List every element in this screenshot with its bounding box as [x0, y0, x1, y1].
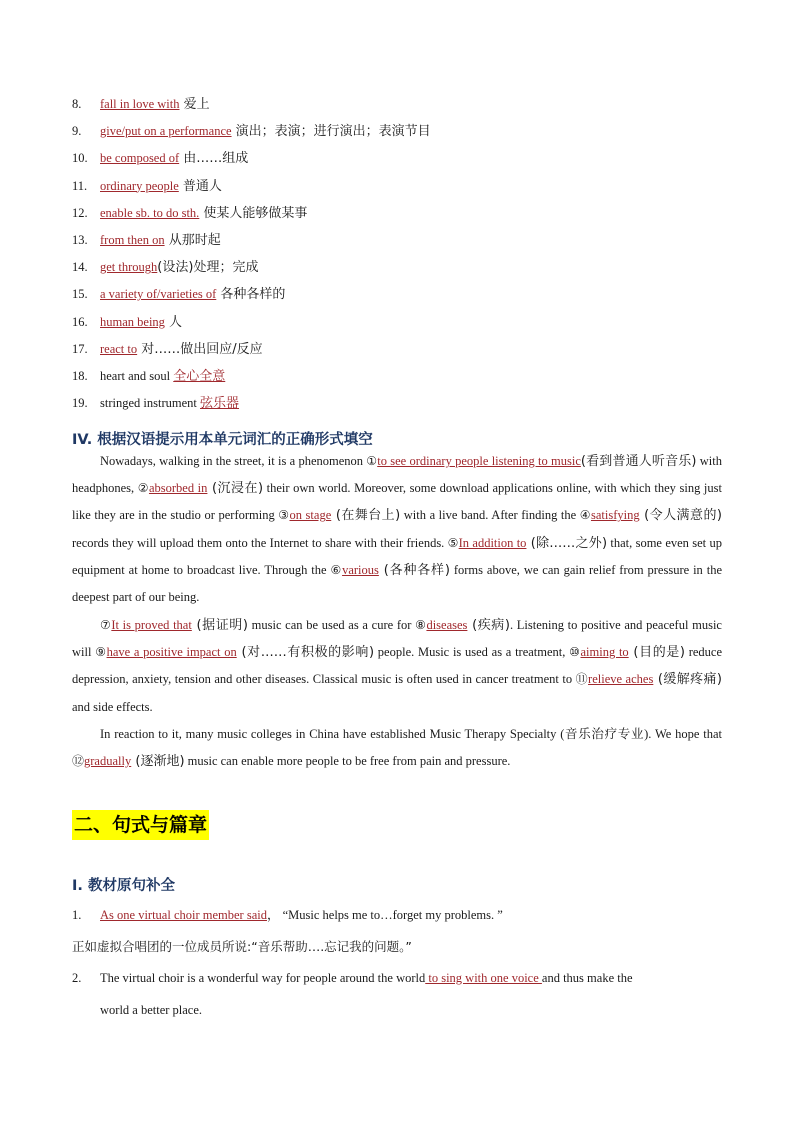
- answer-blank[interactable]: aiming to: [580, 645, 629, 660]
- paragraph-3: In reaction to it, many music colleges in China have established Music Therapy Specialty (音乐治疗专业). We hope that ⑫gradually (逐渐地) music can enable more people to be free from pain and pressure.: [72, 727, 722, 770]
- blank-number: ⑪: [575, 672, 589, 687]
- blank-number: ①: [366, 454, 378, 468]
- sub-heading: I. 教材原句补全: [72, 878, 175, 894]
- blank-number: ③: [278, 508, 290, 523]
- vocab-item: [72, 178, 222, 195]
- answer-blank[interactable]: enable sb. to do sth.: [100, 205, 200, 220]
- answer-blank[interactable]: to see ordinary people listening to music: [377, 454, 581, 468]
- answer-blank[interactable]: various: [342, 562, 379, 577]
- blank-number: ⑫: [72, 754, 85, 769]
- item-number: 10.: [72, 151, 88, 166]
- blank-number: ⑨: [95, 645, 107, 660]
- answer-blank[interactable]: get through: [100, 260, 158, 275]
- answer-blank[interactable]: 全心全意: [173, 369, 226, 384]
- item-number: 13.: [72, 233, 88, 247]
- vocab-item: [72, 205, 307, 222]
- blank-number: ⑦: [100, 618, 112, 632]
- item-number: 12.: [72, 205, 88, 220]
- sentence-2-continued: world a better place.: [100, 1003, 203, 1017]
- sentence-1-translation: 正如虚拟合唱团的一位成员所说:“音乐帮助….忘记我的问题。”: [72, 939, 412, 954]
- item-number: 15.: [72, 287, 88, 302]
- item-prompt: stringed instrument: [100, 396, 197, 411]
- item-meaning: 从那时起: [164, 233, 221, 248]
- answer-blank[interactable]: react to: [100, 341, 138, 356]
- answer-blank[interactable]: be composed of: [100, 151, 180, 166]
- vocab-item: [72, 314, 182, 331]
- answer-blank[interactable]: from then on: [100, 233, 165, 247]
- item-number: 16.: [72, 314, 88, 329]
- blank-number: ⑤: [447, 535, 459, 550]
- sentence-2: 2. The virtual choir is a wonderful way for people around the world to sing with one voice and thus make the: [72, 971, 633, 985]
- answer-blank[interactable]: fall in love with: [100, 97, 180, 111]
- vocab-item: [72, 368, 225, 385]
- item-number: 18.: [72, 369, 88, 383]
- blank-number: ⑧: [415, 618, 427, 632]
- answer-blank[interactable]: ordinary people: [100, 178, 179, 193]
- blank-number: ⑥: [330, 562, 343, 577]
- item-number: 14.: [72, 260, 88, 275]
- vocab-item: [72, 395, 239, 412]
- vocab-item: [72, 150, 248, 167]
- item-prompt: heart and soul: [100, 369, 171, 383]
- paragraph-2: ⑦It is proved that (据证明) music can be used as a cure for ⑧diseases (疾病). Listening to positive and peaceful music will ⑨have a positive impact on (对……有积极的影响) people. Music is used as a treatment, ⑩aiming to (目的是) reduce depression, anxiety, tension and other diseases. Classical music is often used in cancer treatment to ⑪relieve aches (缓解疼痛) and side effects.: [72, 618, 723, 714]
- sentence-1: 1. As one virtual choir member said， “Music helps me to…forget my problems. ”: [72, 908, 503, 922]
- answer-blank[interactable]: In addition to: [458, 535, 527, 550]
- answer-blank[interactable]: It is proved that: [111, 618, 192, 632]
- blank-number: ②: [137, 481, 149, 496]
- answer-blank[interactable]: to sing with one voice: [425, 971, 542, 985]
- vocab-item: [72, 341, 263, 358]
- vocab-item: [72, 232, 221, 249]
- answer-blank[interactable]: human being: [100, 314, 165, 329]
- vocab-item: [72, 96, 210, 113]
- answer-blank[interactable]: a variety of/varieties of: [100, 287, 217, 302]
- part-heading: 二、句式与篇章: [72, 810, 209, 840]
- answer-blank[interactable]: As one virtual choir member said: [100, 908, 267, 922]
- answer-blank[interactable]: satisfying: [590, 508, 640, 523]
- answer-blank[interactable]: 弦乐器: [200, 396, 240, 412]
- item-number: 19.: [72, 396, 88, 411]
- item-meaning: 使某人能够做某事: [199, 205, 308, 221]
- vocab-item: [72, 259, 258, 276]
- section-heading: IV. 根据汉语提示用本单元词汇的正确形式填空: [72, 432, 373, 448]
- vocab-item: [72, 123, 431, 140]
- answer-blank[interactable]: relieve aches: [588, 672, 654, 687]
- item-meaning: 普通人: [178, 178, 222, 194]
- vocab-item: [72, 286, 285, 303]
- item-meaning: 爱上: [179, 97, 210, 112]
- item-meaning: 由……组成: [179, 151, 249, 167]
- answer-blank[interactable]: diseases: [426, 618, 468, 632]
- item-meaning: 各种各样的: [216, 287, 286, 303]
- item-number: 9.: [72, 124, 82, 139]
- answer-blank[interactable]: gradually: [84, 754, 132, 769]
- answer-blank[interactable]: have a positive impact on: [106, 645, 237, 660]
- item-number: 11.: [72, 178, 88, 193]
- item-meaning: 演出；表演；进行演出；表演节目: [231, 124, 431, 140]
- answer-blank[interactable]: give/put on a performance: [100, 124, 232, 139]
- blank-number: ⑩: [569, 645, 581, 660]
- item-meaning: 对……做出回应/反应: [137, 341, 263, 357]
- item-meaning: (设法)处理；完成: [157, 260, 259, 276]
- answer-blank[interactable]: absorbed in: [148, 481, 208, 496]
- item-meaning: 人: [164, 314, 183, 330]
- item-number: 17.: [72, 341, 88, 356]
- item-number: 8.: [72, 97, 82, 111]
- answer-blank[interactable]: on stage: [289, 508, 332, 523]
- blank-number: ④: [579, 508, 591, 523]
- paragraph-1: Nowadays, walking in the street, it is a phenomenon ①to see ordinary people listening to music(看到普通人听音乐) with headphones, ②absorbed in (沉浸在) their own world. Moreover, some download applications online, with which they sing just like they are in the studio or performing ③on stage (在舞台上) with a live band. After finding the ④satisfying (令人满意的) records they will upload them onto the Internet to share with their friends. ⑤In addition to (除……之外) that, some even set up equipment at home to broadcast live. Through the ⑥various (各种各样) forms above, we can gain relief from pressure in the deepest part of our being.: [72, 454, 723, 605]
